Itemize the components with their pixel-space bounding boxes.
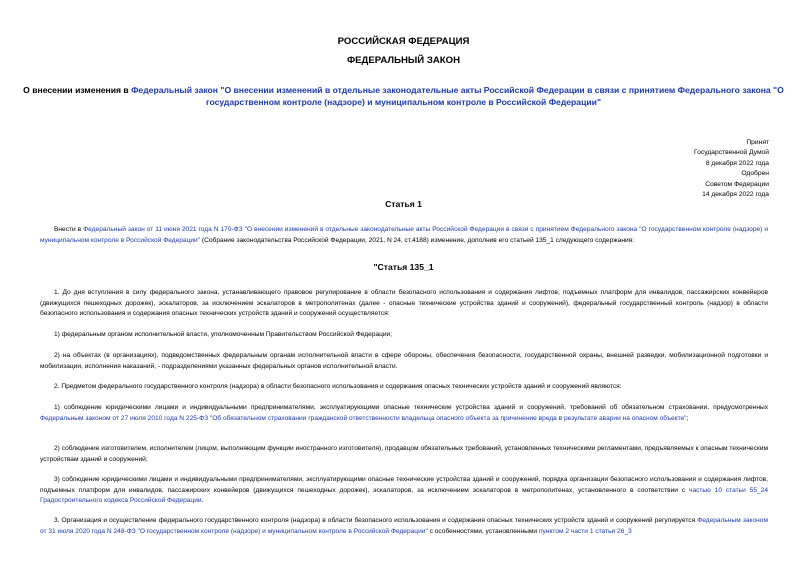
paragraph-3-prefix: 3. Организация и осуществление федерального государственного контроля (надзора) в области безопасного использования и содержания опасных технических устройств зданий и сооружений регулируется xyxy=(54,517,698,524)
acceptance-line: Одобрен xyxy=(741,170,769,178)
article-1-heading: Статья 1 xyxy=(385,199,422,209)
paragraph-2-item-2: 2) соблюдение изготовителем, исполнителем (лицом, выполняющим функции иностранного изготовителя), продавцом обязательных требований, установленных техническими регламентами, предъявляемых к опасным техническим устройствам зданий и сооружений; xyxy=(40,445,768,463)
paragraph-2-item-1-prefix: 1) соблюдение юридическими лицами и индивидуальными предпринимателями, эксплуатирующими опасные технические устройства зданий и сооружений, требований об обязательном страховании, предусмотренных xyxy=(54,404,768,411)
law-248-fz-link[interactable]: Федеральным законом от 31 июля 2020 года N 248-ФЗ "О государственном контроле (надзоре) и муниципальном контроле в Российской Федерации" xyxy=(40,517,768,535)
article-26-3-link[interactable]: пунктом 2 части 1 статьи 26_3 xyxy=(538,527,632,535)
urban-planning-code-link[interactable]: частью 10 статьи 55_24 Градостроительного кодекса Российской Федерации xyxy=(40,486,768,504)
country-heading: РОССИЙСКАЯ ФЕДЕРАЦИЯ xyxy=(337,36,470,47)
paragraph-1-item-2: 2) на объектах (в организациях), подведомственных федеральным органам исполнительной власти в сфере обороны, обеспечения безопасности, государственной охраны, внешней разведки, мобилизационной подготовки и мобилизации, исполнения наказаний, - подразделениями указанных федеральных органов исполнительной власти. xyxy=(40,352,768,370)
article-1-prefix: Внести в xyxy=(54,226,84,233)
acceptance-block xyxy=(694,138,769,200)
paragraph-1: 1. До дня вступления в силу федерального закона, устанавливающего правовое регулирование в области безопасного использования и содержания лифтов, подъемных платформ для инвалидов, пассажирских конвейеров (движущихся пешеходных дорожек), эскалаторов, за исключением эскалаторов в метрополитенах (далее - опасные технические устройства зданий и сооружений), федеральный государственный контроль (надзор) в области безопасного использования и содержания опасных технических устройств зданий и сооружений осуществляется: xyxy=(40,289,768,317)
law-type-heading: ФЕДЕРАЛЬНЫЙ ЗАКОН xyxy=(346,55,461,66)
article-1-suffix: (Собрание законодательства Российской Федерации, 2021, N 24, ст.4188) изменение, дополнив его статьей 135_1 следующего содержания: xyxy=(200,236,635,244)
paragraph-2-item-1 xyxy=(40,403,768,424)
law-225-fz-link[interactable]: Федеральным законом от 27 июля 2010 года N 225-ФЗ "Об обязательном страховании гражданской ответственности владельца опасного объекта за причинение вреда в результате аварии на опасном объекте" xyxy=(40,414,687,422)
acceptance-line: Принят xyxy=(746,139,769,146)
paragraph-1-item-1: 1) федеральным органом исполнительной власти, уполномоченным Правительством Российской Федерации; xyxy=(54,331,393,338)
article-1-paragraph xyxy=(40,225,768,246)
law-title-link[interactable]: Федеральный закон "О внесении изменений в отдельные законодательные акты Российской Федерации в связи с принятием Федерального закона "О государственном контроле (надзоре) и муниципальном контроле в Российской Федерации" xyxy=(131,85,784,107)
paragraph-2-item-3-prefix: 3) соблюдение юридическими лицами и индивидуальными предпринимателями, эксплуатирующими опасные технические устройства зданий и сооружений, порядка организации безопасного использования и содержания лифтов, подъемных платформ для инвалидов, пассажирских конвейеров (движущихся пешеходных дорожек), эскалаторов, за исключением эскалаторов в метрополитенах, установленного в соответствии с xyxy=(40,476,768,494)
paragraph-2-item-3 xyxy=(40,475,768,507)
acceptance-date: 14 декабря 2022 года xyxy=(702,191,769,199)
acceptance-line: Советом Федерации xyxy=(705,180,769,188)
paragraph-2-item-3-suffix: . xyxy=(201,497,204,504)
paragraph-3 xyxy=(40,516,768,537)
law-title xyxy=(20,84,787,108)
paragraph-3-mid: с особенностями, установленными xyxy=(427,527,539,535)
law-170-fz-link[interactable]: Федеральный закон от 11 июня 2021 года N 170-ФЗ "О внесении изменений в отдельные законодательные акты Российской Федерации в связи с принятием Федерального закона "О государственном контроле (надзоре) и муниципальном контроле в Российской Федерации" xyxy=(40,226,768,244)
paragraph-2: 2. Предметом федерального государственного контроля (надзора) в области безопасного использования и содержания опасных технических устройств зданий и сооружений являются: xyxy=(54,383,622,390)
acceptance-line: Государственной Думой xyxy=(694,149,769,157)
acceptance-date: 8 декабря 2022 года xyxy=(705,159,769,167)
law-title-prefix: О внесении изменения в xyxy=(23,85,132,95)
article-135-1-heading: "Статья 135_1 xyxy=(373,262,434,272)
paragraph-2-item-1-suffix: ; xyxy=(686,414,689,422)
